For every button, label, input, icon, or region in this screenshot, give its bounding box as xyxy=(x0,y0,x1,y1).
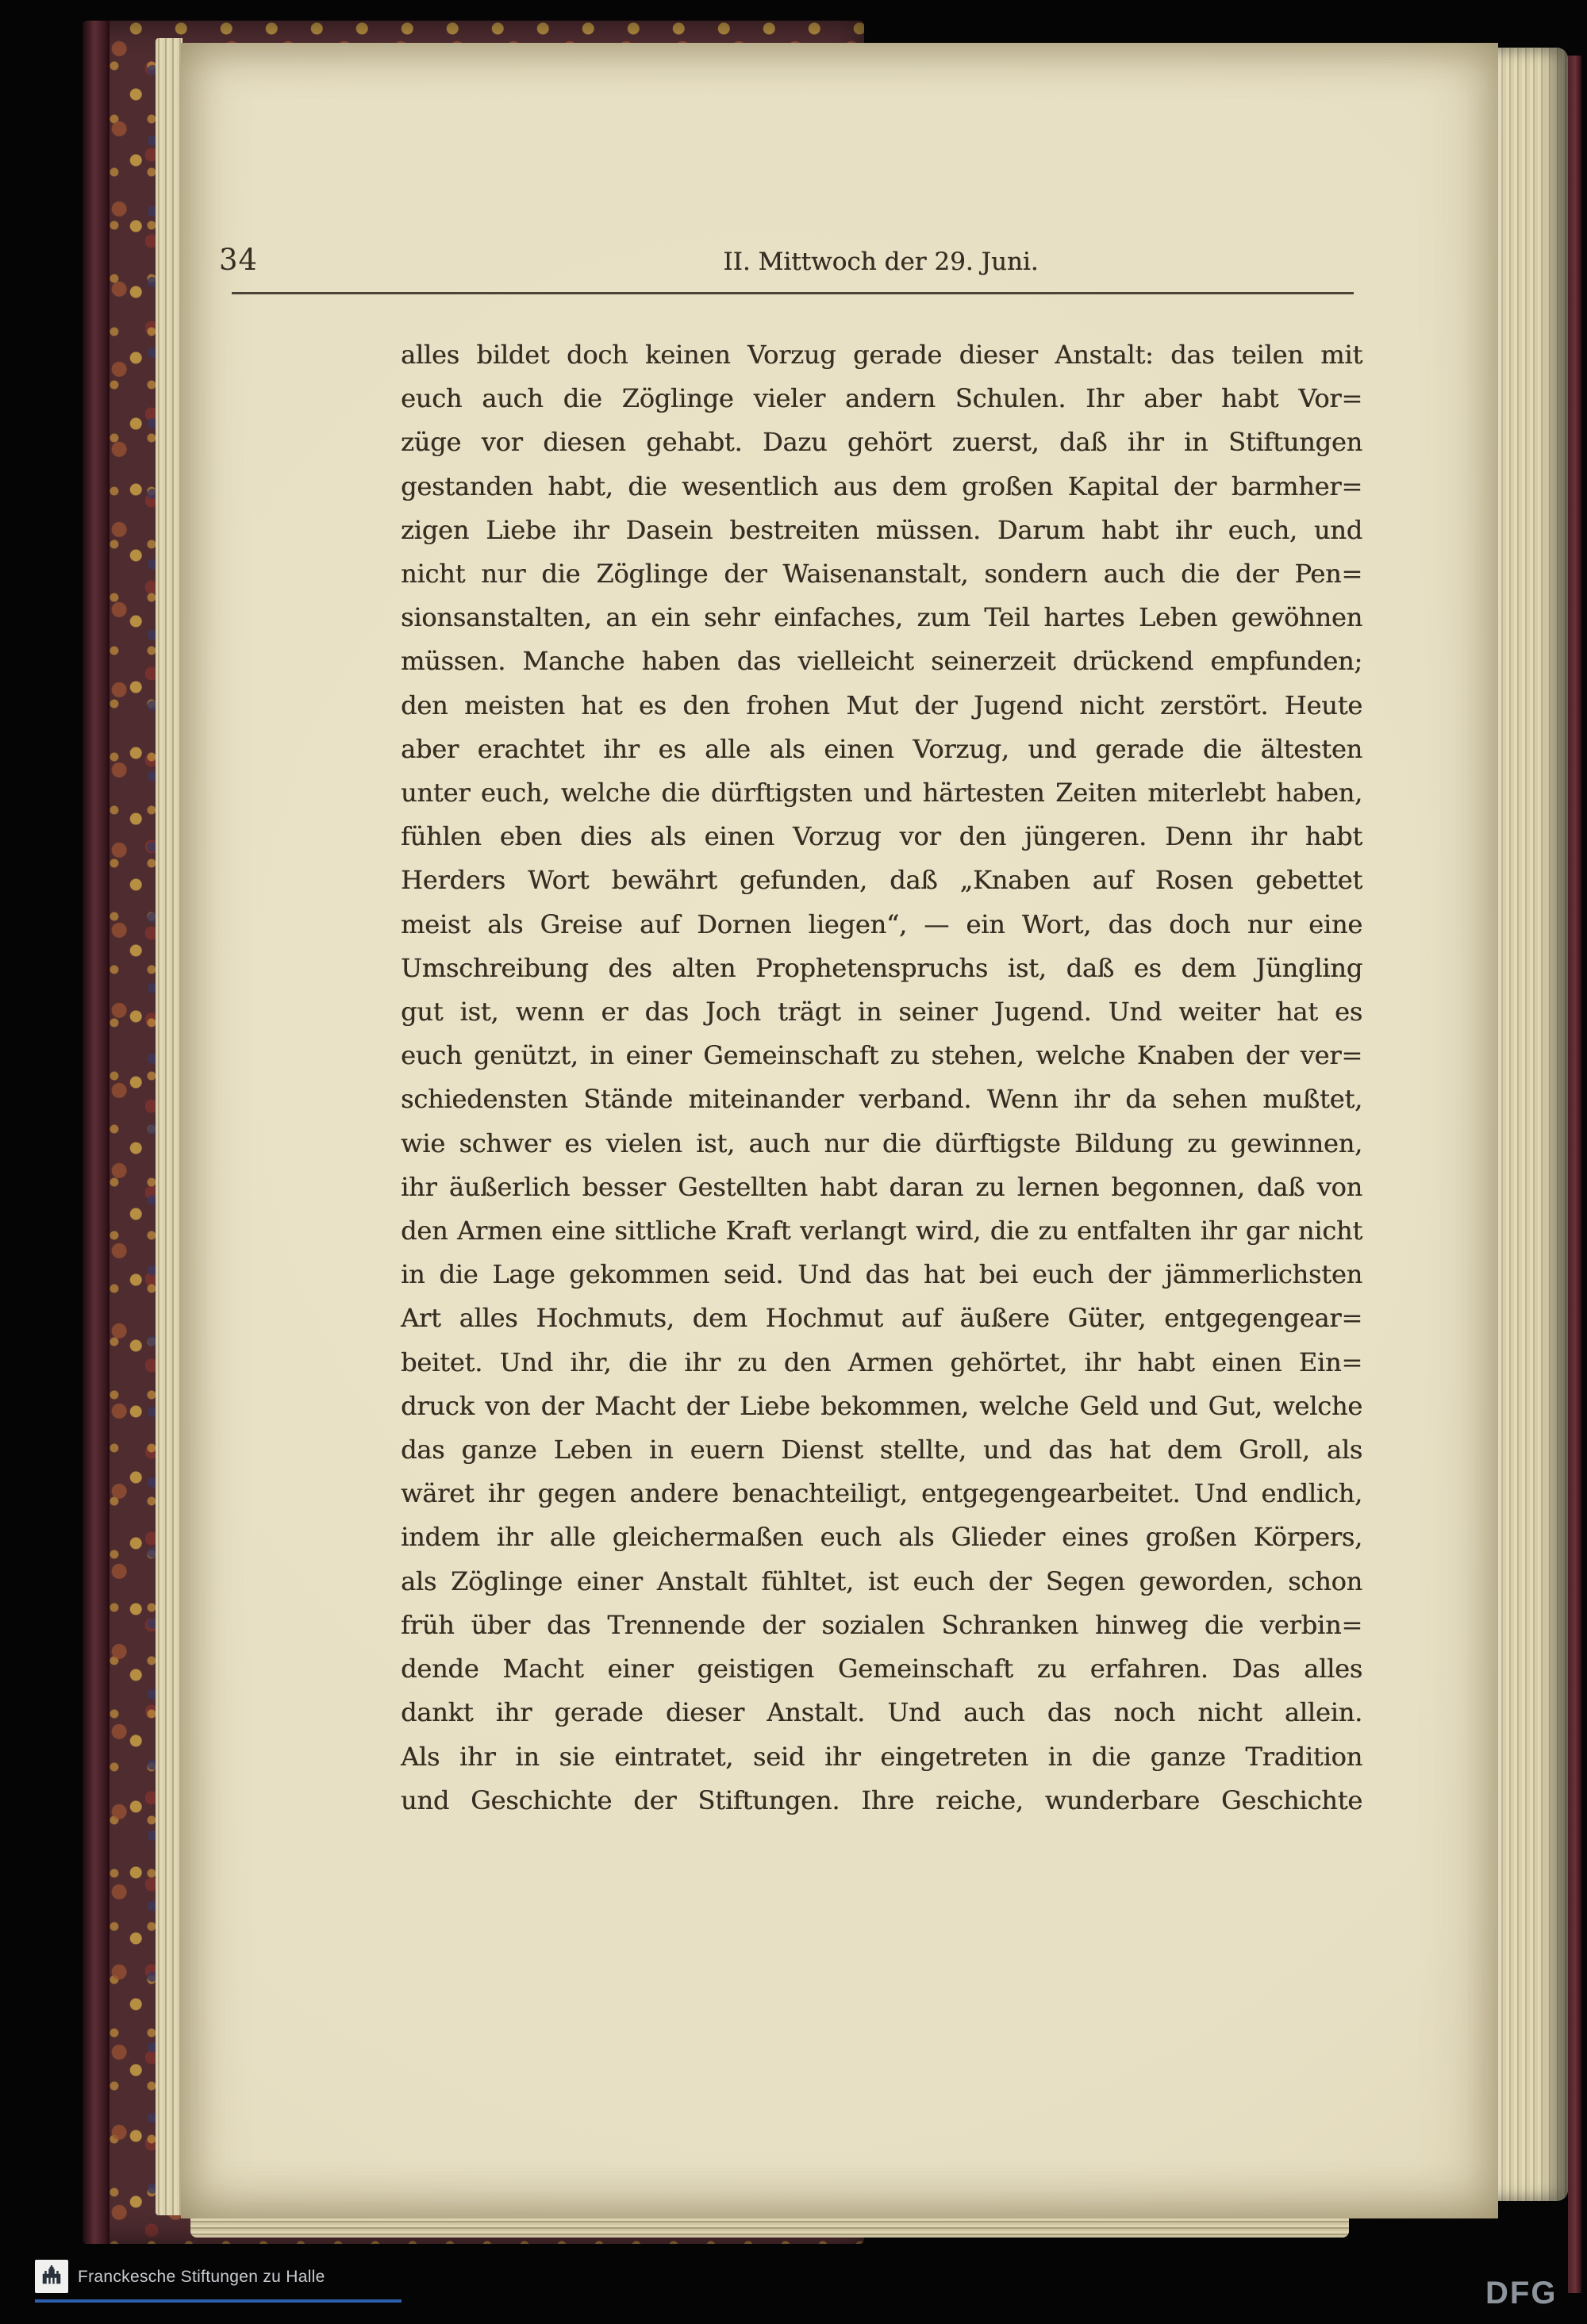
text-line: ihr äußerlich besser Gestellten habt daran zu lernen begonnen, daß von xyxy=(401,1171,1362,1202)
text-line: indem ihr alle gleichermaßen euch als Glieder eines großen Körpers, xyxy=(401,1522,1362,1553)
text-line: früh über das Trennende der sozialen Schranken hinweg die verbin= xyxy=(401,1609,1362,1640)
text-line: Herders Wort bewährt gefunden, daß „Knaben auf Rosen gebettet xyxy=(401,865,1362,896)
text-line: wie schwer es vielen ist, auch nur die dürftigste Bildung zu gewinnen, xyxy=(401,1127,1362,1158)
archive-logo xyxy=(35,2260,68,2293)
text-line: müssen. Manche haben das vielleicht seinerzeit drückend empfunden; xyxy=(401,646,1362,677)
text-line: züge vor diesen gehabt. Dazu gehört zuerst, daß ihr in Stiftungen xyxy=(401,427,1362,458)
text-line: euch auch die Zöglinge vieler andern Schulen. Ihr aber habt Vor= xyxy=(401,383,1362,414)
text-line: schiedensten Stände miteinander verband. Wenn ihr da sehen mußtet, xyxy=(401,1084,1362,1115)
text-line: Art alles Hochmuts, dem Hochmut auf äußere Güter, entgegengear= xyxy=(401,1303,1362,1334)
header-rule xyxy=(232,292,1354,294)
text-line: gut ist, wenn er das Joch trägt in seiner Jugend. Und weiter hat es xyxy=(401,997,1362,1028)
text-line: und Geschichte der Stiftungen. Ihre reiche, wunderbare Geschichte xyxy=(401,1784,1362,1815)
text-line: unter euch, welche die dürftigsten und härtesten Zeiten miterlebt haben, xyxy=(401,778,1362,809)
page-stack-bottom-edge xyxy=(190,2218,1349,2238)
text-line: Als ihr in sie eintratet, seid ihr eingetreten in die ganze Tradition xyxy=(401,1741,1362,1772)
footer-accent-line xyxy=(35,2299,402,2303)
text-line: in die Lage gekommen seid. Und das hat bei euch der jämmerlichsten xyxy=(401,1259,1362,1290)
building-icon xyxy=(40,2263,63,2290)
text-line: aber erachtet ihr es alle als einen Vorzug, und gerade die ältesten xyxy=(401,733,1362,764)
text-line: dende Macht einer geistigen Gemeinschaft zu erfahren. Das alles xyxy=(401,1654,1362,1684)
text-line: beitet. Und ihr, die ihr zu den Armen gehörtet, ihr habt einen Ein= xyxy=(401,1346,1362,1377)
text-line: nicht nur die Zöglinge der Waisenanstalt, sondern auch die der Pen= xyxy=(401,559,1362,590)
text-line: meist als Greise auf Dornen liegen“, — ein Wort, das doch nur eine xyxy=(401,908,1362,939)
dfg-logo: DFG xyxy=(1485,2276,1558,2311)
text-line: den meisten hat es den frohen Mut der Jugend nicht zerstört. Heute xyxy=(401,690,1362,720)
text-line: wäret ihr gegen andere benachteiligt, entgegengearbeitet. Und endlich, xyxy=(401,1478,1362,1509)
text-line: das ganze Leben in euern Dienst stellte, und das hat dem Groll, als xyxy=(401,1435,1362,1465)
book-spine xyxy=(83,21,110,2244)
text-line: als Zöglinge einer Anstalt fühltet, ist euch der Segen geworden, schon xyxy=(401,1565,1362,1596)
page-stack-fore-edge xyxy=(1498,48,1568,2201)
text-line: den Armen eine sittliche Kraft verlangt wird, die zu entfalten ihr gar nicht xyxy=(401,1216,1362,1247)
page-stack-left-edge xyxy=(156,38,183,2215)
text-line: alles bildet doch keinen Vorzug gerade dieser Anstalt: das teilen mit xyxy=(401,340,1362,370)
text-line: fühlen eben dies als einen Vorzug vor den jüngeren. Denn ihr habt xyxy=(401,821,1362,852)
text-line: zigen Liebe ihr Dasein bestreiten müssen. Darum habt ihr euch, und xyxy=(401,514,1362,545)
text-line: Umschreibung des alten Prophetenspruchs ist, daß es dem Jüngling xyxy=(401,952,1362,983)
book-page xyxy=(181,43,1498,2218)
archive-label: Franckesche Stiftungen zu Halle xyxy=(78,2268,325,2286)
text-line: sionsanstalten, an ein sehr einfaches, zum Teil hartes Leben gewöhnen xyxy=(401,602,1362,633)
text-line: druck von der Macht der Liebe bekommen, welche Geld und Gut, welche xyxy=(401,1390,1362,1421)
running-head: II. Mittwoch der 29. Juni. xyxy=(723,248,1039,276)
text-line: euch genützt, in einer Gemeinschaft zu stehen, welche Knaben der ver= xyxy=(401,1040,1362,1071)
back-cover-edge xyxy=(1568,56,1581,2293)
body-text xyxy=(401,333,1362,1823)
text-line: dankt ihr gerade dieser Anstalt. Und auch das noch nicht allein. xyxy=(401,1697,1362,1728)
text-line: gestanden habt, die wesentlich aus dem großen Kapital der barmher= xyxy=(401,471,1362,501)
page-number: 34 xyxy=(219,243,259,277)
